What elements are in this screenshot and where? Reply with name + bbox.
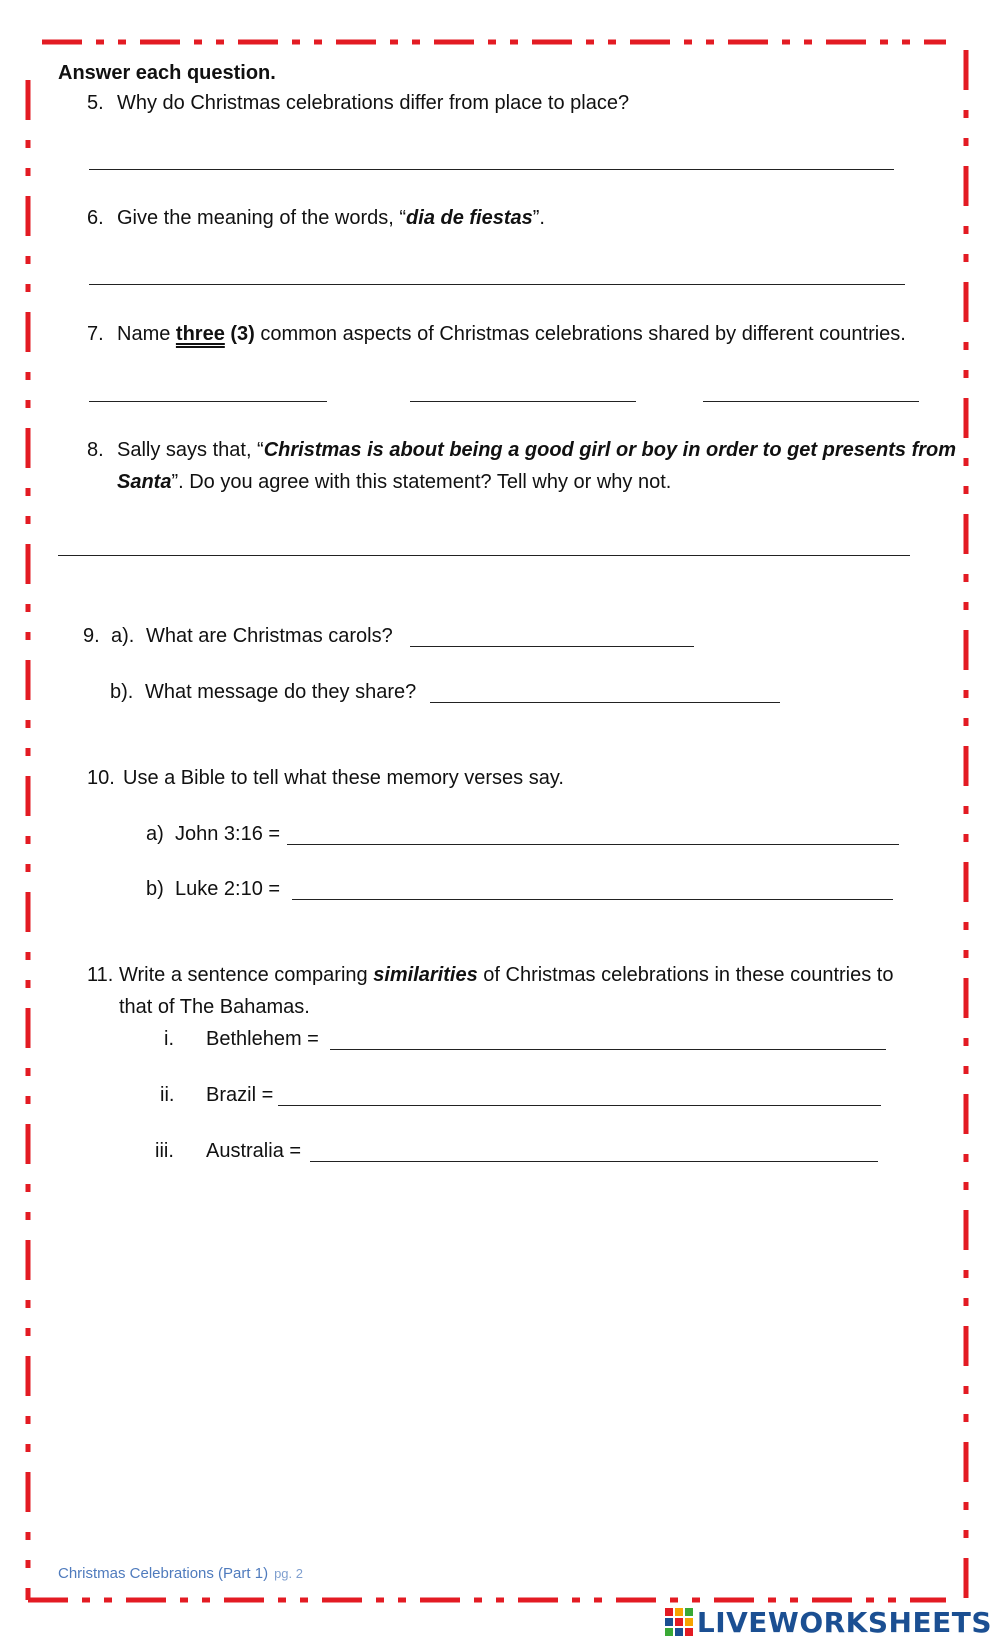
- q5-number: 5.: [87, 92, 104, 114]
- q10a-label: a): [146, 823, 164, 845]
- q11-item-1-answer-line[interactable]: [330, 1049, 886, 1050]
- q7-text: Name three (3) common aspects of Christmas celebrations shared by different countries.: [117, 323, 906, 345]
- q8-text-line1: Sally says that, “Christmas is about being a good girl or boy in order to get presents from: [117, 439, 957, 461]
- q11-item-3-text: Australia =: [206, 1140, 302, 1162]
- q6-answer-line[interactable]: [89, 284, 905, 285]
- q10b-text: Luke 2:10 =: [175, 878, 281, 900]
- q5-answer-line[interactable]: [89, 169, 894, 170]
- q11-text-line1: Write a sentence comparing similarities of Christmas celebrations in these countries to: [119, 964, 894, 986]
- q10b-answer-line[interactable]: [292, 899, 893, 900]
- q11-item-2-text: Brazil =: [206, 1084, 274, 1106]
- footer-title: Christmas Celebrations (Part 1): [58, 1565, 269, 1582]
- logo-text: LIVEWORKSHEETS: [696, 1605, 992, 1639]
- q6-text: Give the meaning of the words, “dia de fiestas”.: [117, 207, 545, 229]
- q9-number: 9.: [83, 625, 100, 647]
- q8-text-line2: Santa”. Do you agree with this statement? Tell why or why not.: [117, 471, 672, 493]
- q8-number: 8.: [87, 439, 104, 461]
- q10a-answer-line[interactable]: [287, 844, 899, 845]
- q10-number: 10.: [87, 767, 115, 789]
- q9a-label: a).: [111, 625, 135, 647]
- q11-item-3-number: iii.: [155, 1140, 174, 1162]
- q6-spanish-phrase: dia de fiestas: [406, 207, 533, 229]
- q9b-label: b).: [110, 681, 134, 703]
- q11-item-1-number: i.: [164, 1028, 174, 1050]
- q7-answer-line-1[interactable]: [89, 401, 327, 402]
- q7-number: 7.: [87, 323, 104, 345]
- q11-item-2-answer-line[interactable]: [278, 1105, 881, 1106]
- q7-emphasis: three: [175, 323, 225, 345]
- q10a-text: John 3:16 =: [175, 823, 281, 845]
- q11-item-3-answer-line[interactable]: [310, 1161, 878, 1162]
- q5-text: Why do Christmas celebrations differ from place to place?: [117, 92, 630, 114]
- q8-answer-line[interactable]: [58, 555, 910, 556]
- q6-number: 6.: [87, 207, 104, 229]
- q10b-label: b): [146, 878, 164, 900]
- q9a-text: What are Christmas carols?: [146, 625, 393, 647]
- q9b-text: What message do they share?: [145, 681, 417, 703]
- q11-item-2-number: ii.: [160, 1084, 175, 1106]
- instructions-heading: Answer each question.: [58, 62, 276, 84]
- q9a-answer-line[interactable]: [410, 646, 694, 647]
- q7-answer-line-2[interactable]: [410, 401, 636, 402]
- q11-item-1-text: Bethlehem =: [206, 1028, 319, 1050]
- q9b-answer-line[interactable]: [430, 702, 780, 703]
- q11-number: 11.: [87, 964, 114, 986]
- q11-text-line2: that of The Bahamas.: [119, 996, 310, 1018]
- liveworksheets-logo[interactable]: [665, 1605, 992, 1639]
- q7-answer-line-3[interactable]: [703, 401, 919, 402]
- q10-text: Use a Bible to tell what these memory verses say.: [123, 767, 564, 789]
- page-footer: [58, 1565, 303, 1582]
- footer-page-number: pg. 2: [274, 1566, 303, 1581]
- liveworksheets-logo-icon: [665, 1608, 693, 1636]
